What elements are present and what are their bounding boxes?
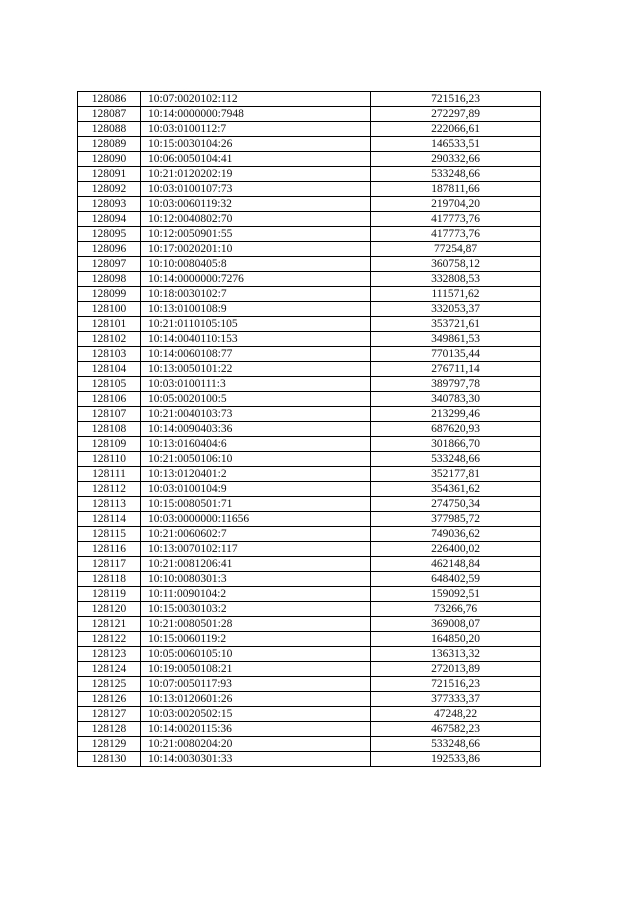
amount-cell: 462148,84 (371, 557, 541, 572)
cadastral-number-cell: 10:21:0080501:28 (141, 617, 371, 632)
table-row (78, 692, 541, 707)
table-row (78, 737, 541, 752)
table-row (78, 122, 541, 137)
amount-cell: 136313,32 (371, 647, 541, 662)
table-row (78, 482, 541, 497)
row-id-cell: 128099 (78, 287, 141, 302)
amount-cell: 73266,76 (371, 602, 541, 617)
row-id-cell: 128102 (78, 332, 141, 347)
amount-cell: 377333,37 (371, 692, 541, 707)
table-row (78, 422, 541, 437)
cadastral-number-cell: 10:12:0050901:55 (141, 227, 371, 242)
row-id-cell: 128100 (78, 302, 141, 317)
table-row (78, 647, 541, 662)
table-row (78, 632, 541, 647)
amount-cell: 146533,51 (371, 137, 541, 152)
cadastral-number-cell: 10:14:0000000:7276 (141, 272, 371, 287)
table-row (78, 752, 541, 767)
cadastral-number-cell: 10:15:0080501:71 (141, 497, 371, 512)
table-row (78, 152, 541, 167)
cadastral-number-cell: 10:12:0040802:70 (141, 212, 371, 227)
cadastral-number-cell: 10:10:0080405:8 (141, 257, 371, 272)
row-id-cell: 128093 (78, 197, 141, 212)
cadastral-number-cell: 10:14:0040110:153 (141, 332, 371, 347)
amount-cell: 417773,76 (371, 227, 541, 242)
row-id-cell: 128095 (78, 227, 141, 242)
cadastral-number-cell: 10:13:0120601:26 (141, 692, 371, 707)
table-row (78, 452, 541, 467)
row-id-cell: 128086 (78, 92, 141, 107)
row-id-cell: 128105 (78, 377, 141, 392)
cadastral-number-cell: 10:07:0050117:93 (141, 677, 371, 692)
row-id-cell: 128129 (78, 737, 141, 752)
table-row (78, 287, 541, 302)
table-row (78, 407, 541, 422)
amount-cell: 290332,66 (371, 152, 541, 167)
cadastral-number-cell: 10:05:0020100:5 (141, 392, 371, 407)
row-id-cell: 128089 (78, 137, 141, 152)
row-id-cell: 128112 (78, 482, 141, 497)
amount-cell: 219704,20 (371, 197, 541, 212)
table-body (78, 92, 541, 767)
data-table (77, 91, 541, 767)
cadastral-number-cell: 10:14:0060108:77 (141, 347, 371, 362)
table-row (78, 512, 541, 527)
cadastral-number-cell: 10:21:0081206:41 (141, 557, 371, 572)
amount-cell: 377985,72 (371, 512, 541, 527)
cadastral-number-cell: 10:19:0050108:21 (141, 662, 371, 677)
row-id-cell: 128108 (78, 422, 141, 437)
row-id-cell: 128101 (78, 317, 141, 332)
amount-cell: 272297,89 (371, 107, 541, 122)
amount-cell: 533248,66 (371, 452, 541, 467)
cadastral-number-cell: 10:13:0100108:9 (141, 302, 371, 317)
amount-cell: 159092,51 (371, 587, 541, 602)
cadastral-number-cell: 10:15:0060119:2 (141, 632, 371, 647)
row-id-cell: 128123 (78, 647, 141, 662)
table-row (78, 197, 541, 212)
table-row (78, 332, 541, 347)
table-row (78, 707, 541, 722)
row-id-cell: 128119 (78, 587, 141, 602)
row-id-cell: 128110 (78, 452, 141, 467)
amount-cell: 111571,62 (371, 287, 541, 302)
cadastral-number-cell: 10:05:0060105:10 (141, 647, 371, 662)
table-row (78, 497, 541, 512)
row-id-cell: 128091 (78, 167, 141, 182)
table-row (78, 227, 541, 242)
row-id-cell: 128098 (78, 272, 141, 287)
amount-cell: 389797,78 (371, 377, 541, 392)
cadastral-number-cell: 10:15:0030103:2 (141, 602, 371, 617)
cadastral-number-cell: 10:03:0100104:9 (141, 482, 371, 497)
row-id-cell: 128130 (78, 752, 141, 767)
amount-cell: 192533,86 (371, 752, 541, 767)
amount-cell: 222066,61 (371, 122, 541, 137)
row-id-cell: 128107 (78, 407, 141, 422)
table-row (78, 587, 541, 602)
table-row (78, 347, 541, 362)
row-id-cell: 128109 (78, 437, 141, 452)
table-row (78, 722, 541, 737)
amount-cell: 332053,37 (371, 302, 541, 317)
table-row (78, 137, 541, 152)
amount-cell: 77254,87 (371, 242, 541, 257)
row-id-cell: 128120 (78, 602, 141, 617)
cadastral-number-cell: 10:21:0110105:105 (141, 317, 371, 332)
amount-cell: 369008,07 (371, 617, 541, 632)
cadastral-number-cell: 10:03:0100112:7 (141, 122, 371, 137)
table-row (78, 212, 541, 227)
amount-cell: 354361,62 (371, 482, 541, 497)
row-id-cell: 128111 (78, 467, 141, 482)
cadastral-number-cell: 10:06:0050104:41 (141, 152, 371, 167)
amount-cell: 340783,30 (371, 392, 541, 407)
cadastral-number-cell: 10:21:0040103:73 (141, 407, 371, 422)
row-id-cell: 128088 (78, 122, 141, 137)
row-id-cell: 128114 (78, 512, 141, 527)
table-row (78, 257, 541, 272)
row-id-cell: 128094 (78, 212, 141, 227)
cadastral-number-cell: 10:15:0030104:26 (141, 137, 371, 152)
amount-cell: 349861,53 (371, 332, 541, 347)
row-id-cell: 128096 (78, 242, 141, 257)
row-id-cell: 128126 (78, 692, 141, 707)
amount-cell: 274750,34 (371, 497, 541, 512)
table-row (78, 557, 541, 572)
cadastral-number-cell: 10:14:0020115:36 (141, 722, 371, 737)
row-id-cell: 128121 (78, 617, 141, 632)
table-row (78, 572, 541, 587)
row-id-cell: 128116 (78, 542, 141, 557)
row-id-cell: 128103 (78, 347, 141, 362)
amount-cell: 272013,89 (371, 662, 541, 677)
amount-cell: 533248,66 (371, 737, 541, 752)
amount-cell: 467582,23 (371, 722, 541, 737)
amount-cell: 352177,81 (371, 467, 541, 482)
table-row (78, 182, 541, 197)
table-row (78, 677, 541, 692)
table-row (78, 377, 541, 392)
row-id-cell: 128127 (78, 707, 141, 722)
cadastral-number-cell: 10:13:0050101:22 (141, 362, 371, 377)
table-row (78, 602, 541, 617)
table-row (78, 242, 541, 257)
amount-cell: 721516,23 (371, 92, 541, 107)
amount-cell: 417773,76 (371, 212, 541, 227)
amount-cell: 276711,14 (371, 362, 541, 377)
row-id-cell: 128117 (78, 557, 141, 572)
row-id-cell: 128104 (78, 362, 141, 377)
cadastral-number-cell: 10:21:0050106:10 (141, 452, 371, 467)
cadastral-number-cell: 10:21:0120202:19 (141, 167, 371, 182)
table-row (78, 107, 541, 122)
amount-cell: 164850,20 (371, 632, 541, 647)
amount-cell: 332808,53 (371, 272, 541, 287)
table-row (78, 542, 541, 557)
cadastral-number-cell: 10:13:0070102:117 (141, 542, 371, 557)
cadastral-number-cell: 10:13:0120401:2 (141, 467, 371, 482)
row-id-cell: 128113 (78, 497, 141, 512)
table-row (78, 392, 541, 407)
cadastral-number-cell: 10:03:0020502:15 (141, 707, 371, 722)
row-id-cell: 128124 (78, 662, 141, 677)
table-row (78, 437, 541, 452)
row-id-cell: 128115 (78, 527, 141, 542)
row-id-cell: 128122 (78, 632, 141, 647)
cadastral-number-cell: 10:03:0060119:32 (141, 197, 371, 212)
cadastral-number-cell: 10:03:0000000:11656 (141, 512, 371, 527)
cadastral-number-cell: 10:21:0080204:20 (141, 737, 371, 752)
amount-cell: 353721,61 (371, 317, 541, 332)
row-id-cell: 128092 (78, 182, 141, 197)
amount-cell: 213299,46 (371, 407, 541, 422)
amount-cell: 648402,59 (371, 572, 541, 587)
table-row (78, 662, 541, 677)
amount-cell: 301866,70 (371, 437, 541, 452)
row-id-cell: 128106 (78, 392, 141, 407)
amount-cell: 533248,66 (371, 167, 541, 182)
table-row (78, 467, 541, 482)
table-row (78, 167, 541, 182)
row-id-cell: 128128 (78, 722, 141, 737)
cadastral-number-cell: 10:14:0000000:7948 (141, 107, 371, 122)
cadastral-number-cell: 10:10:0080301:3 (141, 572, 371, 587)
cadastral-number-cell: 10:17:0020201:10 (141, 242, 371, 257)
cadastral-number-cell: 10:14:0090403:36 (141, 422, 371, 437)
row-id-cell: 128118 (78, 572, 141, 587)
table-row (78, 92, 541, 107)
row-id-cell: 128097 (78, 257, 141, 272)
row-id-cell: 128090 (78, 152, 141, 167)
amount-cell: 360758,12 (371, 257, 541, 272)
cadastral-number-cell: 10:13:0160404:6 (141, 437, 371, 452)
cadastral-number-cell: 10:18:0030102:7 (141, 287, 371, 302)
table-row (78, 302, 541, 317)
amount-cell: 687620,93 (371, 422, 541, 437)
cadastral-number-cell: 10:11:0090104:2 (141, 587, 371, 602)
amount-cell: 721516,23 (371, 677, 541, 692)
table-row (78, 317, 541, 332)
table-row (78, 617, 541, 632)
cadastral-number-cell: 10:03:0100111:3 (141, 377, 371, 392)
cadastral-number-cell: 10:21:0060602:7 (141, 527, 371, 542)
amount-cell: 187811,66 (371, 182, 541, 197)
cadastral-number-cell: 10:03:0100107:73 (141, 182, 371, 197)
table-row (78, 527, 541, 542)
table-row (78, 272, 541, 287)
cadastral-number-cell: 10:07:0020102:112 (141, 92, 371, 107)
table-row (78, 362, 541, 377)
amount-cell: 226400,02 (371, 542, 541, 557)
row-id-cell: 128125 (78, 677, 141, 692)
amount-cell: 47248,22 (371, 707, 541, 722)
row-id-cell: 128087 (78, 107, 141, 122)
amount-cell: 770135,44 (371, 347, 541, 362)
cadastral-number-cell: 10:14:0030301:33 (141, 752, 371, 767)
amount-cell: 749036,62 (371, 527, 541, 542)
